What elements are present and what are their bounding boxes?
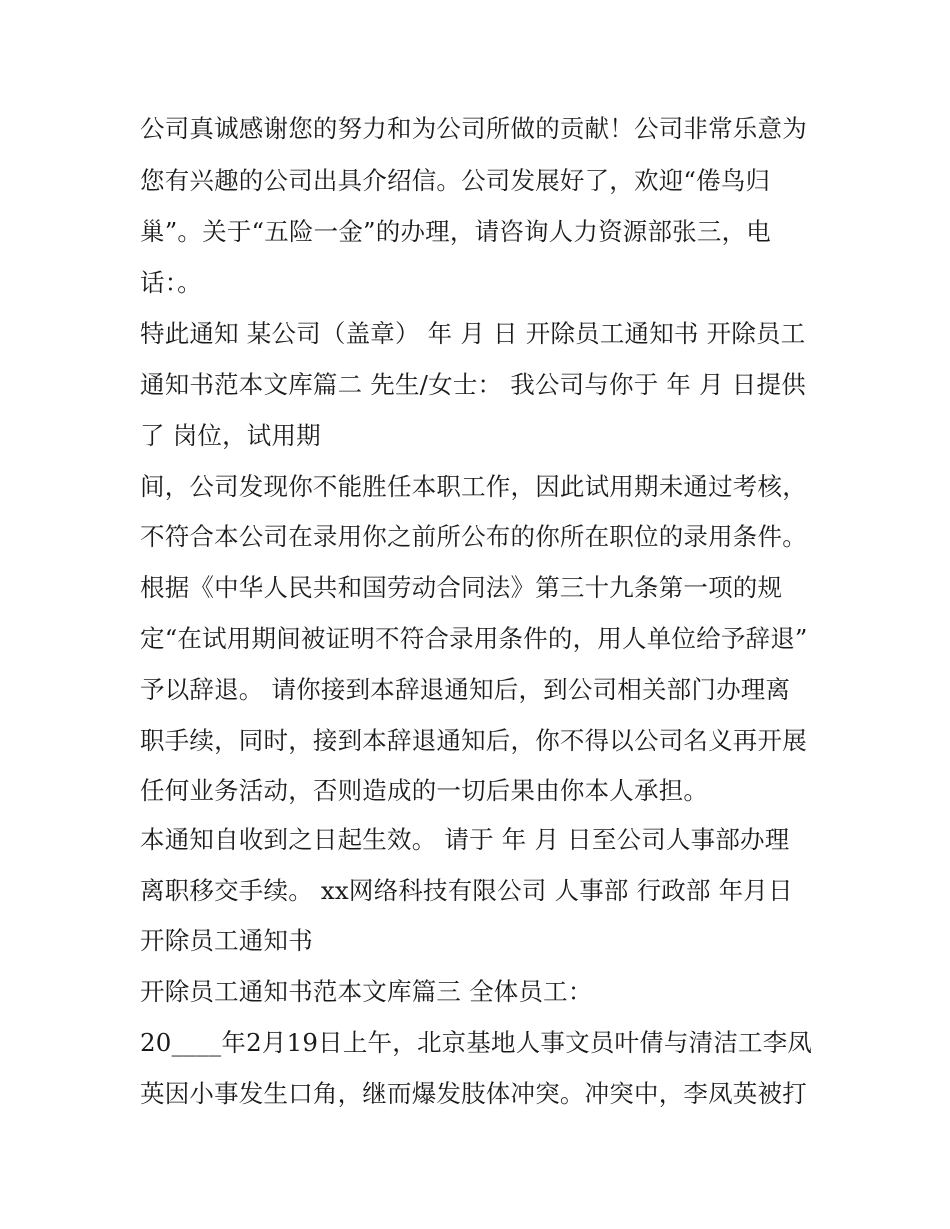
text-line: 话：。 <box>140 268 202 297</box>
text-line: 予以辞退。 请你接到本辞退通知后，到公司相关部门办理离 <box>140 675 791 704</box>
text-line: 特此通知 某公司（盖章） 年 月 日 开除员工通知书 开除员工 <box>140 319 806 348</box>
text-line: 开除员工通知书范本文库篇三 全体员工： <box>140 977 593 1006</box>
text-line: 本通知自收到之日起生效。 请于 年 月 日至公司人事部办理 <box>140 825 790 854</box>
text-line: 巢”。关于“五险一金”的办理，请咨询人力资源部张三，电 <box>140 217 771 246</box>
text-line: 离职移交手续。 xx网络科技有限公司 人事部 行政部 年月日 <box>140 876 793 905</box>
text-line: 通知书范本文库篇二 先生/女士： 我公司与你于 年 月 日提供 <box>140 370 806 399</box>
text-line: 公司真诚感谢您的努力和为公司所做的贡献！公司非常乐意为 <box>140 114 807 143</box>
text-line: 职手续，同时，接到本辞退通知后，你不得以公司名义再开展 <box>140 726 807 755</box>
text-line: 20____年2月19日上午，北京基地人事文员叶倩与清洁工李凤 <box>140 1028 813 1057</box>
text-line: 开除员工通知书 <box>140 926 313 955</box>
text-line: 不符合本公司在录用你之前所公布的你所在职位的录用条件。 <box>140 522 807 551</box>
text-line: 英因小事发生口角，继而爆发肢体冲突。冲突中，李凤英被打 <box>140 1079 807 1108</box>
text-line: 定“在试用期间被证明不符合录用条件的，用人单位给予辞退” <box>140 624 808 653</box>
text-line: 了 岗位，试用期 <box>140 421 321 450</box>
text-line: 任何业务活动，否则造成的一切后果由你本人承担。 <box>140 776 709 805</box>
text-line: 您有兴趣的公司出具介绍信。公司发展好了，欢迎“倦鸟归 <box>140 166 771 195</box>
text-line: 根据《中华人民共和国劳动合同法》第三十九条第一项的规 <box>140 573 783 602</box>
text-line: 间，公司发现你不能胜任本职工作，因此试用期未通过考核， <box>140 472 807 501</box>
